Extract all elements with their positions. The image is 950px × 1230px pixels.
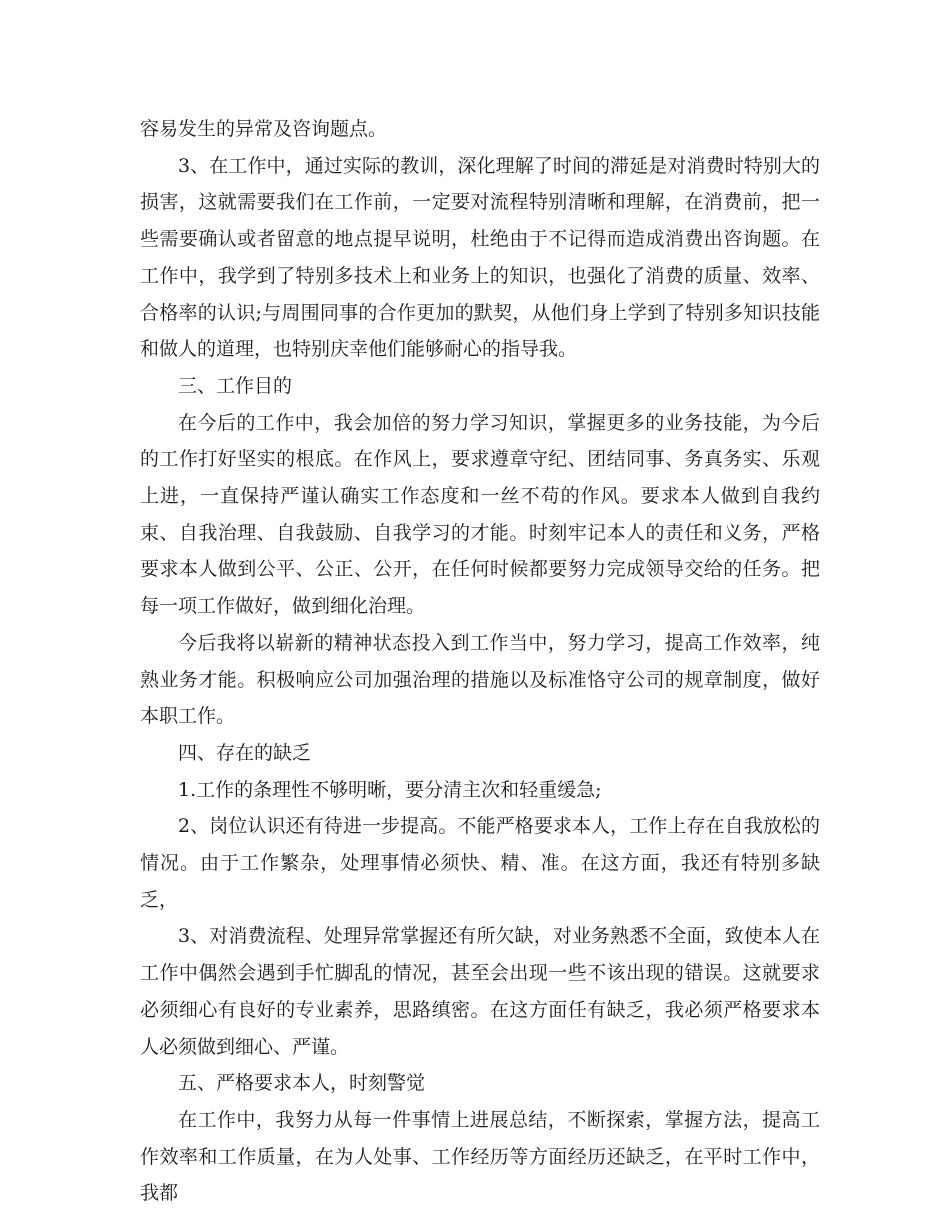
- paragraph-continuation: 容易发生的异常及咨询题点。: [140, 118, 388, 140]
- paragraph-shortcoming-3: 3、对消费流程、处理异常掌握还有所欠缺，对业务熟悉不全面，致使本人在工作中偶然会遇到手忙脚乱的情况，甚至会出现一些不该出现的错误。这就要求必须细心有良好的专业素养，思路缜密。在这方面任有缺乏，我必须严格要求本人必须做到细心、严谨。: [140, 925, 820, 1058]
- paragraph-item-3-learning: 3、在工作中，通过实际的教训，深化理解了时间的滞延是对消费时特别大的损害，这就需要我们在工作前，一定要对流程特别清晰和理解，在消费前，把一些需要确认或者留意的地点提早说明，杜绝由于不记得而造成消费出咨询题。在工作中，我学到了特别多技术上和业务上的知识，也强化了消费的质量、效率、合格率的认识;与周围同事的合作更加的默契，从他们身上学到了特别多知识技能和做人的道理，也特别庆幸他们能够耐心的指导我。: [140, 154, 820, 361]
- paragraph-goals: 在今后的工作中，我会加倍的努力学习知识，掌握更多的业务技能，为今后的工作打好坚实的根底。在作风上，要求遵章守纪、团结同事、务真务实、乐观上进，一直保持严谨认确实工作态度和一丝不苟的作风。要求本人做到自我约束、自我治理、自我鼓励、自我学习的才能。时刻牢记本人的责任和义务，严格要求本人做到公平、公正、公开，在任何时候都要努力完成领导交给的任务。把每一项工作做好，做到细化治理。: [140, 411, 820, 618]
- paragraph-shortcoming-1: 1.工作的条理性不够明晰，要分清主次和轻重缓急;: [178, 778, 602, 801]
- paragraph-self-discipline: 在工作中，我努力从每一件事情上进展总结，不断探索，掌握方法，提高工作效率和工作质量，在为人处事、工作经历等方面经历还缺乏，在平时工作中，我都: [140, 1108, 820, 1205]
- paragraph-shortcoming-2: 2、岗位认识还有待进一步提高。不能严格要求本人，工作上存在自我放松的情况。由于工作繁杂，处理事情必须快、精、准。在这方面，我还有特别多缺乏，: [140, 815, 820, 911]
- section-heading-goals: 三、工作目的: [178, 374, 293, 397]
- document-body: [140, 111, 820, 1212]
- section-heading-self-discipline: 五、严格要求本人，时刻警觉: [178, 1072, 426, 1095]
- paragraph-future-commitment: 今后我将以崭新的精神状态投入到工作当中，努力学习，提高工作效率，纯熟业务才能。积极响应公司加强治理的措施以及标准恪守公司的规章制度，做好本职工作。: [140, 631, 820, 728]
- section-heading-shortcomings: 四、存在的缺乏: [178, 741, 312, 764]
